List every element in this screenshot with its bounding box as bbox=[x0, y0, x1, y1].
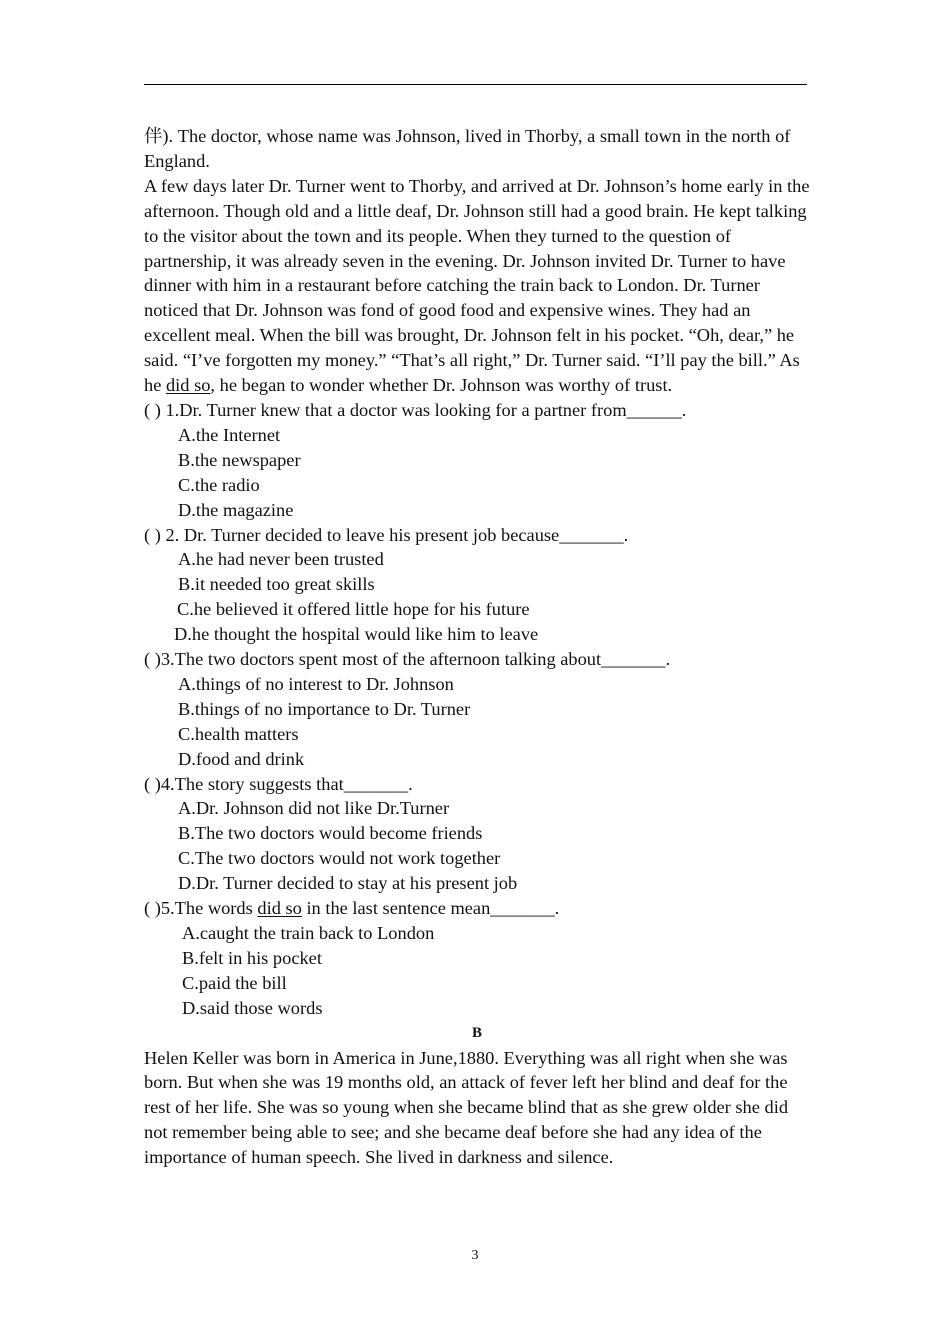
underlined-phrase: did so bbox=[165, 375, 211, 396]
question-1-option-d: D.the magazine bbox=[178, 499, 294, 520]
question-3-option-b: B.things of no importance to Dr. Turner bbox=[178, 698, 471, 719]
question-2-option-a: A.he had never been trusted bbox=[178, 549, 384, 570]
question-4-option-b: B.The two doctors would become friends bbox=[178, 823, 483, 844]
passage-text: A few days later Dr. Turner went to Thorby, and arrived at Dr. Johnson’s home early in the afternoon. Though old and a little deaf, Dr. Johnson still had a good brain. He kept talking to the visitor about the town and its people. When they turned to the question of partnership, it was already seven in the evening. Dr. Johnson invited Dr. Turner to have dinner with him in a restaurant before catching the train back to London. Dr. Turner noticed that Dr. Johnson was fond of good food and expensive wines. They had an excellent meal. When the bill was brought, Dr. Johnson felt in his pocket. “Oh, dear,” he said. “I’ve forgotten my money.” “That’s all right,” Dr. Turner said. “I’ll pay the bill.” As he bbox=[144, 175, 810, 396]
question-3-option-d: D.food and drink bbox=[178, 748, 305, 769]
question-5-option-c: C.paid the bill bbox=[182, 972, 287, 993]
question-4-option-d: D.Dr. Turner decided to stay at his present job bbox=[178, 873, 518, 894]
question-1-stem: ( ) 1.Dr. Turner knew that a doctor was looking for a partner from______. bbox=[144, 399, 687, 420]
passage-a-paragraph-1: 伴). The doctor, whose name was Johnson, lived in Thorby, a small town in the north of England. bbox=[144, 126, 791, 171]
passage-b-paragraph-1: Helen Keller was born in America in June,1880. Everything was all right when she was born. But when she was 19 months old, an attack of fever left her blind and deaf for the rest of her life. She was so young when she became blind that as she grew older she did not remember being able to see; and she became deaf before she had any idea of the importance of human speech. She lived in darkness and silence. bbox=[144, 1047, 789, 1168]
question-3-stem: ( )3.The two doctors spent most of the afternoon talking about_______. bbox=[144, 649, 671, 670]
question-2-option-c: C.he believed it offered little hope for his future bbox=[177, 599, 530, 620]
question-5-option-d: D.said those words bbox=[182, 997, 323, 1018]
header-rule bbox=[144, 84, 807, 85]
question-2-option-d: D.he thought the hospital would like him to leave bbox=[174, 624, 539, 645]
page-number: 3 bbox=[471, 1248, 479, 1263]
question-1-option-c: C.the radio bbox=[178, 474, 260, 495]
question-text: in the last sentence mean_______. bbox=[301, 898, 560, 919]
question-2-option-b: B.it needed too great skills bbox=[178, 574, 375, 595]
question-5-stem bbox=[144, 896, 810, 921]
underlined-phrase: did so bbox=[257, 898, 302, 919]
question-4-option-a: A.Dr. Johnson did not like Dr.Turner bbox=[178, 798, 450, 819]
passage-text: , he began to wonder whether Dr. Johnson was worthy of trust. bbox=[210, 375, 673, 396]
question-3-option-a: A.things of no interest to Dr. Johnson bbox=[178, 673, 454, 694]
question-2-stem: ( ) 2. Dr. Turner decided to leave his present job because_______. bbox=[144, 524, 629, 545]
question-5-option-b: B.felt in his pocket bbox=[182, 947, 322, 968]
question-5-option-a: A.caught the train back to London bbox=[182, 923, 435, 943]
passage-a-paragraph-2 bbox=[144, 174, 810, 398]
question-text: ( )5.The words bbox=[144, 898, 258, 919]
page-content bbox=[144, 124, 810, 1170]
question-4-stem: ( )4.The story suggests that_______. bbox=[144, 773, 413, 794]
question-3-option-c: C.health matters bbox=[178, 723, 299, 744]
question-4-option-c: C.The two doctors would not work together bbox=[178, 848, 501, 869]
question-1-option-a: A.the Internet bbox=[178, 424, 281, 445]
section-b-title: B bbox=[471, 1024, 482, 1041]
question-1-option-b: B.the newspaper bbox=[178, 449, 301, 470]
